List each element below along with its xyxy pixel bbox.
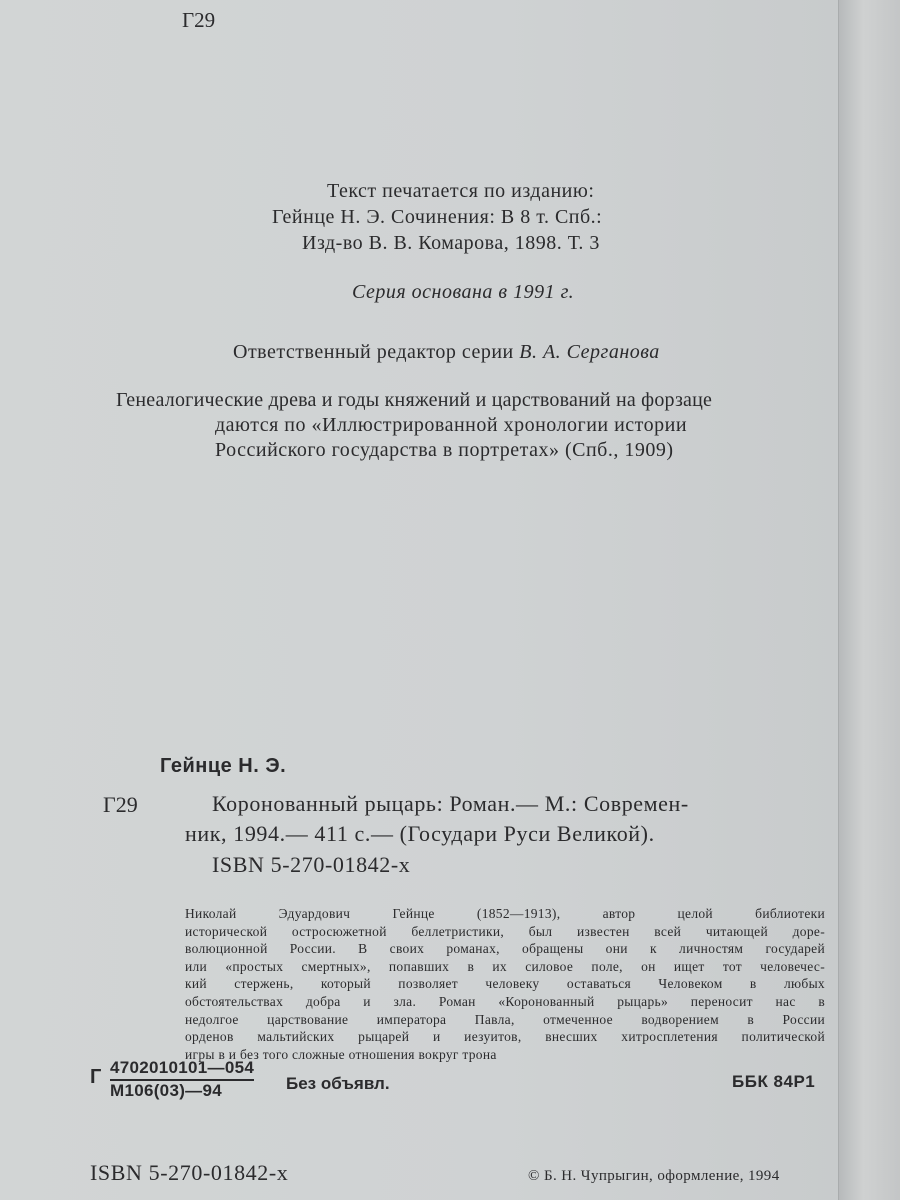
catalog-code: Г29 — [103, 792, 138, 817]
annotation-line: исторической остросюжетной беллетристики, был известен всей читающей доре- — [185, 923, 825, 939]
imprint-letter: Г — [90, 1066, 102, 1088]
editor-label: Ответственный редактор серии — [233, 341, 514, 363]
annotation-line: Николай Эдуардович Гейнце (1852—1913), автор целой библиотеки — [185, 906, 825, 921]
series-founded: Серия основана в 1991 г. — [352, 281, 575, 303]
source-line-3: Изд-во В. В. Комарова, 1898. Т. 3 — [302, 232, 600, 254]
genealogy-line-1: Генеалогические древа и годы княжений и царствований на форзаце — [116, 389, 713, 411]
imprint-denominator: М106(03)—94 — [110, 1081, 222, 1100]
annotation-line: обстоятельствах добра и зла. Роман «Коронованный рыцарь» переносит нас в — [185, 993, 825, 1009]
annotation-line: орденов мальтийских рыцарей и иезуитов, внесших хитросплетения политической — [185, 1029, 825, 1045]
series-editor — [233, 341, 660, 364]
top-catalog-code: Г29 — [182, 8, 216, 32]
annotation-line: недолгое царствование императора Павла, отмеченное водворением в России — [185, 1011, 825, 1027]
footer-isbn: ISBN 5-270-01842-х — [90, 1160, 289, 1185]
source-line-2: Гейнце Н. Э. Сочинения: В 8 т. Спб.: — [272, 206, 603, 228]
imprint-fraction — [110, 1058, 254, 1101]
annotation-line: или «простых смертных», попавших в их силовое поле, он ищет тот человечес- — [185, 958, 825, 974]
editor-name: В. А. Серганова — [519, 341, 660, 363]
genealogy-line-3: Российского государства в портретах» (Спб., 1909) — [215, 439, 674, 461]
annotation-line: кий стержень, который позволяет человеку оставаться Человеком в любых — [185, 976, 825, 992]
catalog-isbn: ISBN 5-270-01842-х — [212, 852, 411, 877]
no-advertising: Без объявл. — [286, 1074, 390, 1093]
source-line-1: Текст печатается по изданию: — [327, 180, 595, 202]
annotation-line: игры в и без того сложные отношения вокруг трона — [185, 1046, 497, 1062]
page-edge — [838, 0, 900, 1200]
annotation-line: волюционной России. В своих романах, обращены они к личностям государей — [185, 941, 825, 957]
catalog-author: Гейнце Н. Э. — [160, 755, 287, 777]
catalog-title-line-2: ник, 1994.— 411 с.— (Государи Руси Великой). — [185, 821, 655, 846]
bbk-code: ББК 84Р1 — [732, 1072, 816, 1091]
genealogy-line-2: даются по «Иллюстрированной хронологии истории — [215, 414, 688, 436]
annotation — [185, 905, 825, 1063]
catalog-title-line-1: Коронованный рыцарь: Роман.— М.: Современ- — [212, 791, 689, 816]
footer-copyright: © Б. Н. Чупрыгин, оформление, 1994 — [528, 1168, 780, 1184]
imprint-numerator: 4702010101—054 — [110, 1058, 254, 1081]
